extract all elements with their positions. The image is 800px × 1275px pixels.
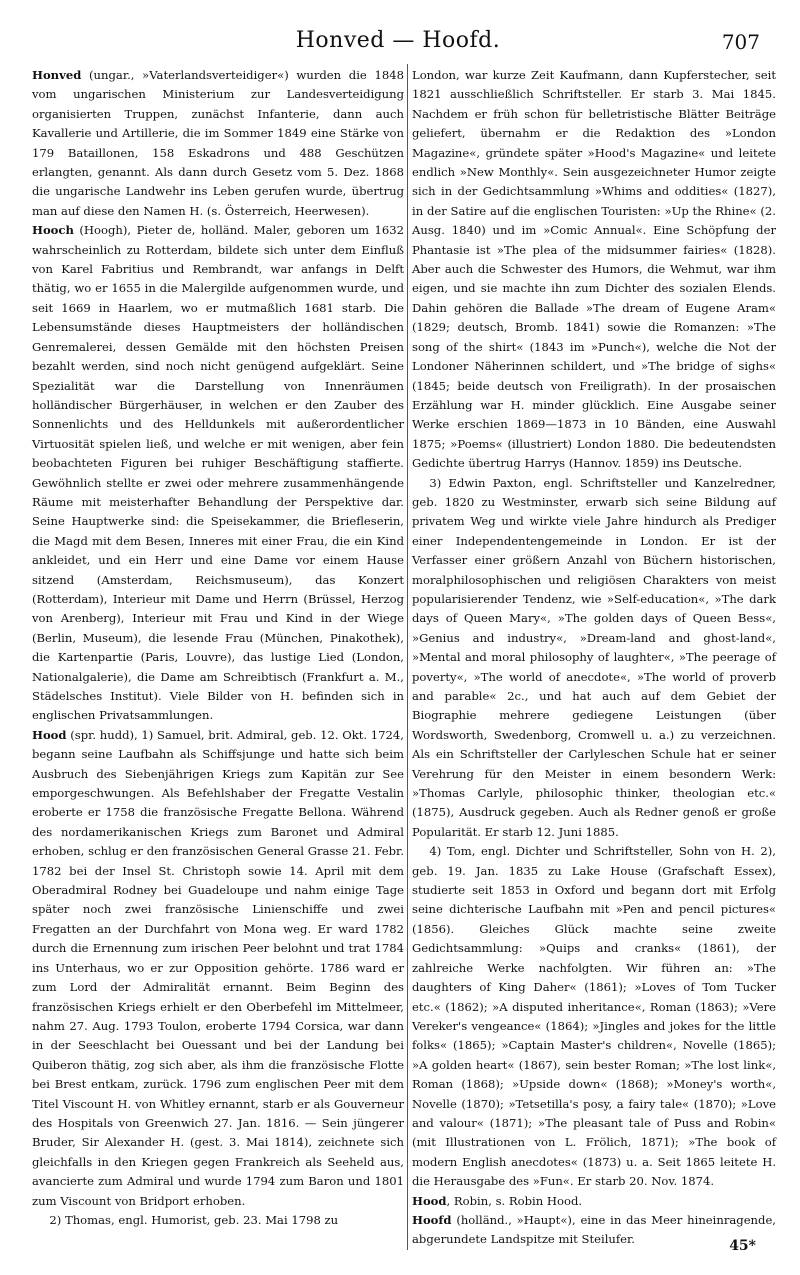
entry-hood-samuel [32, 726, 404, 1211]
entry-hood-thomas-start [32, 1211, 404, 1230]
entry-text: 3) Edwin Paxton, engl. Schriftsteller und Kanzelredner, geb. 1820 zu Westminster, erwarb sich seine Bildung auf privatem Weg und wirkte viele Jahre hindurch als Prediger einer Independentengemeinde in London. Er ist der Verfasser einer größern Anzahl von Büchern historischen, moralphilosophischen und religiösen Charakters von meist popularisierender Tendenz, wie »Self-education«, »The dark days of Queen Mary«, »The golden days of Queen Bess«, »Genius and industry«, »Dream-land and ghost-land«, »Mental and moral philosophy of laughter«, »The peerage of poverty«, »The world of anecdote«, »The world of proverb and parable« 2c., und hat auch auf dem Gebiet der Biographie mehrere gediegene Leistungen (über Wordsworth, Swedenborg, Cromwell u. a.) zu verzeichnen. Als ein Schriftsteller der Carlyleschen Schule hat er seiner Verehrung für den Meister in einem besondern Werk: »Thomas Carlyle, philosophic thinker, theologian etc.« (1875), Ausdruck gegeben. Auch als Redner genoß er große Popularität. Er starb 12. Juni 1885. [412, 475, 776, 839]
right-column [412, 66, 776, 1250]
entry-text: London, war kurze Zeit Kaufmann, dann Kupferstecher, seit 1821 ausschließlich Schriftsteller. Er starb 3. Mai 1845. Nachdem er früh schon für belletristische Blätter Beiträge geliefert, übernahm er die Redaktion des »London Magazine«, gründete später »Hood's Magazine« und leitete endlich »New Monthly«. Sein ausgezeichneter Humor zeigte sich in der Gedichtsammlung »Whims and oddities« (1827), in der Satire auf die englischen Touristen: »Up the Rhine« (2. Ausg. 1840) und im »Comic Annual«. Eine Schöpfung der Phantasie ist »The plea of the midsummer fairies« (1828). Aber auch die Schwester des Humors, die Wehmut, war ihm eigen, und sie machte ihn zum Dichter des sozialen Elends. Dahin gehören die Ballade »The dream of Eugene Aram« (1829; deutsch, Bromb. 1841) sowie die Romanzen: »The song of the shirt« (1843 im »Punch«), welche die Not der Londoner Näherinnen schildert, und »The bridge of sighs« (1845; beide deutsch von Freiligrath). In der prosaischen Erzählung war H. minder glücklich. Eine Ausgabe seiner Werke erschien 1869—1873 in 10 Bänden, eine Auswahl 1875; »Poems« (illustriert) London 1880. Die bedeutendsten Gedichte übertrug Harrys (Hannov. 1859) ins Deutsche. [412, 68, 776, 471]
entry-text: 4) Tom, engl. Dichter und Schriftsteller, Sohn von H. 2), geb. 19. Jan. 1835 zu Lake House (Grafschaft Essex), studierte seit 1853 in Oxford und begann dort mit Erfolg seine dichterische Laufbahn mit »Pen and pencil pictures« (1856). Gleiches Glück machte seine zweite Gedichtsammlung: »Quips and cranks« (1861), der zahlreiche Werke nachfolgten. Wir führen an: »The daughters of King Daher« (1861); »Loves of Tom Tucker etc.« (1862); »A disputed inheritance«, Roman (1863); »Vere Vereker's vengeance« (1864); »Jingles and jokes for the little folks« (1865); »Captain Master's children«, Novelle (1865); »A golden heart« (1867), sein bester Roman; »The lost link«, Roman (1868); »Upside down« (1868); »Money's worth«, Novelle (1870); »Tetsetilla's posy, a fairy tale« (1870); »Love and valour« (1871); »The pleasant tale of Puss and Robin« (mit Illustrationen von L. Frölich, 1871); »The book of modern English anecdotes« (1873) u. a. Seit 1865 leitete H. die Herausgabe des »Fun«. Er starb 20. Nov. 1874. [412, 844, 776, 1189]
entry-hood-edwin-paxton [412, 474, 776, 843]
left-column [32, 66, 404, 1230]
entry-hoofd [412, 1211, 776, 1250]
entry-hood-thomas-cont [412, 66, 776, 474]
headword: Hooch [32, 223, 74, 238]
entry-text: (ungar., »Vaterlandsverteidiger«) wurden die 1848 vom ungarischen Ministerium zur Landesverteidigung organisierten Truppen, zunächst Infanterie, dann auch Kavallerie und Artillerie, die im Sommer 1849 eine Stärke von 179 Bataillonen, 158 Eskadrons und 488 Geschützen erlangten, genannt. Als dann durch Gesetz vom 5. Dez. 1868 die ungarische Landwehr ins Leben gerufen wurde, übertrug man auf diese den Namen H. (s. Österreich, Heerwesen). [32, 68, 404, 218]
entry-text: (spr. hudd), 1) Samuel, brit. Admiral, geb. 12. Okt. 1724, begann seine Laufbahn als Schiffsjunge und hatte sich beim Ausbruch des Siebenjährigen Kriegs zum Kapitän zur See emporgeschwungen. Als Befehlshaber der Fregatte Vestalin eroberte er 1758 die französische Fregatte Bellona. Während des nordamerikanischen Kriegs zum Baronet und Admiral erhoben, schlug er den französischen General Grasse 21. Febr. 1782 bei der Insel St. Christoph sowie 14. April mit dem Oberadmiral Rodney bei Guadeloupe und nahm einige Tage später noch zwei französische Linienschiffe und zwei Fregatten an der Durchfahrt von Mona weg. Er ward 1782 durch die Ernennung zum irischen Peer belohnt und trat 1784 ins Unterhaus, wo er zur Opposition gehörte. 1786 ward er zum Lord der Admiralität ernannt. Beim Beginn des französischen Kriegs erhielt er den Oberbefehl im Mittelmeer, nahm 27. Aug. 1793 Toulon, eroberte 1794 Corsica, war dann in der Seeschlacht bei Ouessant und bei der Landung bei Quiberon thätig, zog sich aber, als ihm die französische Flotte bei Brest entkam, zurück. 1796 zum englischen Peer mit dem Titel Viscount H. von Whitley ernannt, starb er als Gouverneur des Hospitals von Greenwich 27. Jan. 1816. — Sein jüngerer Bruder, Sir Alexander H. (gest. 3. Mai 1814), zeichnete sich gleichfalls in den Kriegen gegen Frankreich als Seeheld aus, avancierte zum Admiral und wurde 1794 zum Baron und 1801 zum Viscount von Bridport erhoben. [32, 727, 404, 1208]
headword: Hood [32, 727, 67, 742]
headword: Honved [32, 68, 82, 82]
headword: Hoofd [412, 1212, 452, 1227]
running-title: Honved — Hoofd. [295, 28, 501, 53]
signature-mark: 45* [729, 1238, 756, 1254]
entry-hood-tom [412, 842, 776, 1191]
entry-text: (holländ., »Haupt«), eine in das Meer hineinragende, abgerundete Landspitze mit Steilufer. [412, 1212, 776, 1247]
page-header [36, 28, 760, 60]
entry-hood-robin [412, 1192, 776, 1211]
entry-text: , Robin, s. Robin Hood. [446, 1193, 583, 1208]
page-number: 707 [721, 30, 760, 54]
headword: Hood [412, 1193, 447, 1208]
entry-hooch [32, 221, 404, 726]
column-divider [407, 64, 408, 1250]
entry-text: (Hoogh), Pieter de, holländ. Maler, geboren um 1632 wahrscheinlich zu Rotterdam, bildete sich unter dem Einfluß von Karel Fabritius und Rembrandt, war anfangs in Delft thätig, wo er 1655 in die Malergilde aufgenommen wurde, und seit 1669 in Haarlem, wo er mutmaßlich 1681 starb. Die Lebensumstände dieses Hauptmeisters der holländischen Genremalerei, dessen Gemälde mit den höchsten Preisen bezahlt werden, sind noch nicht genügend aufgeklärt. Seine Spezialität war die Darstellung von Innenräumen holländischer Bürgerhäuser, in welchen er den Zauber des Sonnenlichts und des Helldunkels mit außerordentlicher Virtuosität spielen ließ, und welche er mit wenigen, aber fein beobachteten Figuren bei ruhiger Beschäftigung staffierte. Gewöhnlich stellte er zwei oder mehrere zusammenhängende Räume mit meisterhafter Behandlung der Perspektive dar. Seine Hauptwerke sind: die Speisekammer, die Briefleserin, die Magd mit dem Besen, Inneres mit einer Frau, die ein Kind ankleidet, und ein Herr und eine Dame vor einem Hause sitzend (Amsterdam, Reichsmuseum), das Konzert (Rotterdam), Interieur mit Dame und Herrn (Brüssel, Herzog von Arenberg), Interieur mit Frau und Kind in der Wiege (Berlin, Museum), die lesende Frau (München, Pinakothek), die Kartenpartie (Paris, Louvre), das lustige Lied (London, Nationalgalerie), die Dame am Schreibtisch (Frankfurt a. M., Städelsches Institut). Viele Bilder von H. befinden sich in englischen Privatsammlungen. [32, 223, 404, 723]
entry-text: 2) Thomas, engl. Humorist, geb. 23. Mai 1798 zu [49, 1212, 339, 1227]
entry-honved [32, 66, 404, 221]
